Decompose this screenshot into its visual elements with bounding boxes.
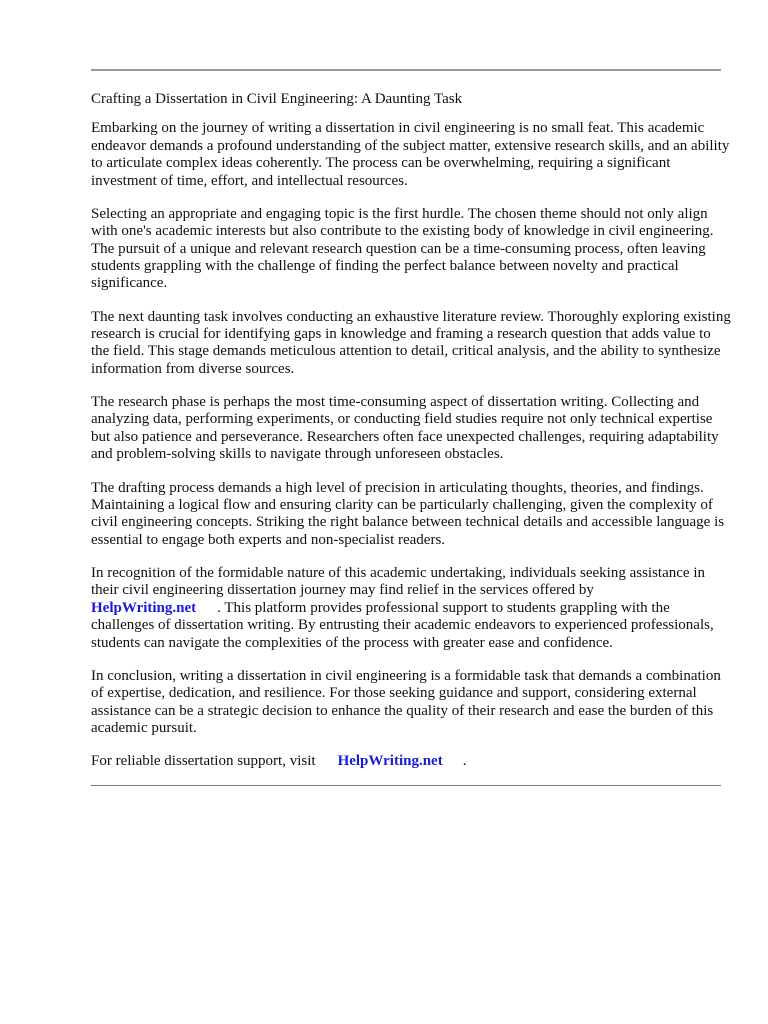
- document-title: Crafting a Dissertation in Civil Engineering: A Daunting Task: [91, 91, 463, 107]
- paragraph-intro: Embarking on the journey of writing a dissertation in civil engineering is no small feat. This academic endeavor demands a profound understanding of the subject matter, extensive research skills, and an ability to articulate complex ideas coherently. The process can be overwhelming, requiring a significant investment of time, effort, and intellectual resources.: [91, 120, 730, 189]
- footer-helpwriting-link[interactable]: HelpWriting.net: [337, 753, 443, 770]
- paragraph-literature: The next daunting task involves conducting an exhaustive literature review. Thoroughly exploring existing research is crucial for identifying gaps in knowledge and framing a research question that adds value to the field. This stage demands meticulous attention to detail, critical analysis, and the ability to synthesize information from diverse sources.: [91, 308, 731, 377]
- footer-text: For reliable dissertation support, visit: [91, 753, 316, 770]
- paragraph-drafting: The drafting process demands a high level of precision in articulating thoughts, theories, and findings. Maintaining a logical flow and ensuring clarity can be particularly challenging, given the complexity of civil engineering concepts. Striking the right balance between technical details and accessible language is essential to engage both experts and non-specialist readers.: [91, 479, 725, 548]
- paragraph-conclusion: In conclusion, writing a dissertation in civil engineering is a formidable task that demands a combination of expertise, dedication, and resilience. For those seeking guidance and support, considering external assistance can be a strategic decision to enhance the quality of their research and ease the burden of this academic pursuit.: [91, 667, 721, 736]
- top-divider: [91, 69, 721, 71]
- document-body: [91, 91, 731, 786]
- recognition-text-start: In recognition of the formidable nature of this academic undertaking, individuals seeking assistance in their civil engineering dissertation journey may find relief in the services offered by: [91, 564, 705, 599]
- paragraph-topic: Selecting an appropriate and engaging topic is the first hurdle. The chosen theme should not only align with one's academic interests but also contribute to the existing body of knowledge in civil engineering. The pursuit of a unique and relevant research question can be a time-consuming process, often leaving students grappling with the challenge of finding the perfect balance between novelty and practical significance.: [91, 205, 714, 292]
- paragraph-footer: [91, 753, 731, 770]
- paragraph-research: The research phase is perhaps the most time-consuming aspect of dissertation writing. Collecting and analyzing data, performing experiments, or conducting field studies require not only technical expertise but also patience and perseverance. Researchers often face unexpected challenges, requiring adaptability and problem-solving skills to navigate through unforeseen obstacles.: [91, 394, 719, 463]
- footer-period: .: [462, 753, 467, 770]
- bottom-divider: [91, 785, 721, 786]
- paragraph-recognition: [91, 565, 731, 652]
- recognition-text-end: . This platform provides professional support to students grappling with the challenges of dissertation writing. By entrusting their academic endeavors to experienced professionals, students can navigate the complexities of the process with greater ease and confidence.: [91, 599, 714, 651]
- helpwriting-link[interactable]: HelpWriting.net: [91, 599, 197, 616]
